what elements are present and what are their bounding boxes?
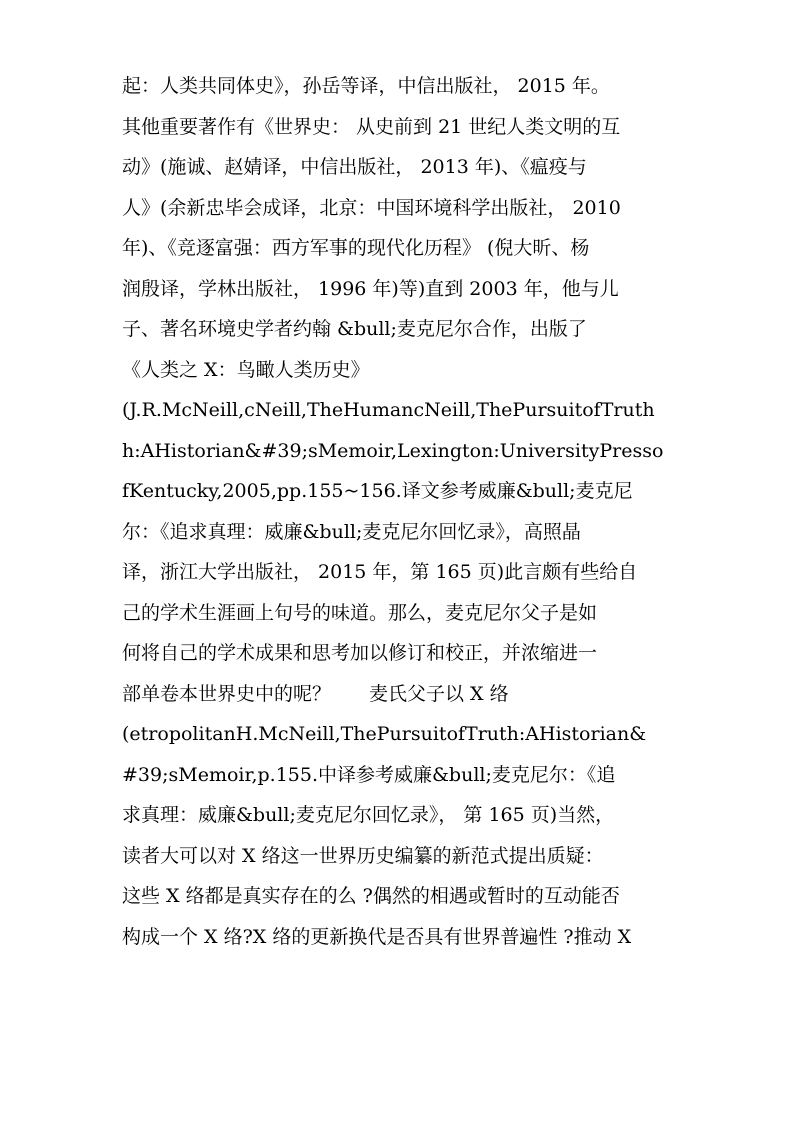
text-line: 子、著名环境史学者约翰 &bull;麦克尼尔合作，出版了 <box>122 318 587 340</box>
text-line: h:AHistorian&#39;sMemoir,Lexington:UniversityPresso <box>122 439 664 462</box>
text-line: 部单卷本世界史中的呢？ 麦氏父子以 X 络 <box>122 682 509 705</box>
text-line: 读者大可以对 X 络这一世界历史编纂的新范式提出质疑： <box>122 844 604 867</box>
text-line: 何将自己的学术成果和思考加以修订和校正，并浓缩进一 <box>122 642 598 664</box>
text-line: 这些 X 络都是真实存在的么 ?偶然的相遇或暂时的互动能否 <box>122 885 620 907</box>
text-line: 构成一个 X 络?X 络的更新换代是否具有世界普遍性 ?推动 X <box>122 925 632 948</box>
text-line: 起：人类共同体史》，孙岳等译，中信出版社， 2015 年。 <box>122 75 610 97</box>
document-body <box>122 66 668 957</box>
text-line: fKentucky,2005,pp.155~156.译文参考威廉&bull;麦克尼 <box>122 480 633 502</box>
text-line: (etropolitanH.McNeill,ThePursuitofTruth:AHistorian& <box>122 723 647 745</box>
text-line: #39;sMemoir,p.155.中译参考威廉&bull;麦克尼尔：《追 <box>122 763 616 786</box>
text-line: 其他重要著作有《世界史： 从史前到 21 世纪人类文明的互 <box>122 115 621 138</box>
text-line: (J.R.McNeill,cNeill,TheHumancNeill,ThePursuitofTruth <box>122 399 655 421</box>
text-line: 动》(施诚、赵婧译，中信出版社， 2013 年)、《瘟疫与 <box>122 156 587 178</box>
text-line: 己的学术生涯画上句号的味道。那么，麦克尼尔父子是如 <box>122 601 598 624</box>
text-line: 译，浙江大学出版社， 2015 年，第 165 页)此言颇有些给自 <box>122 561 638 583</box>
text-line: 尔：《追求真理：威廉&bull;麦克尼尔回忆录》，高照晶 <box>122 520 581 543</box>
text-line: 润殷译，学林出版社， 1996 年)等)直到 2003 年，他与儿 <box>122 277 619 300</box>
text-line: 人》(余新忠毕会成译，北京：中国环境科学出版社， 2010 <box>122 196 621 219</box>
text-line: 年)、《竞逐富强：西方军事的现代化历程》 (倪大昕、杨 <box>122 237 590 259</box>
text-line: 求真理：威廉&bull;麦克尼尔回忆录》， 第 165 页)当然， <box>122 804 615 826</box>
text-line: 《人类之 X：鸟瞰人类历史》 <box>122 358 370 381</box>
